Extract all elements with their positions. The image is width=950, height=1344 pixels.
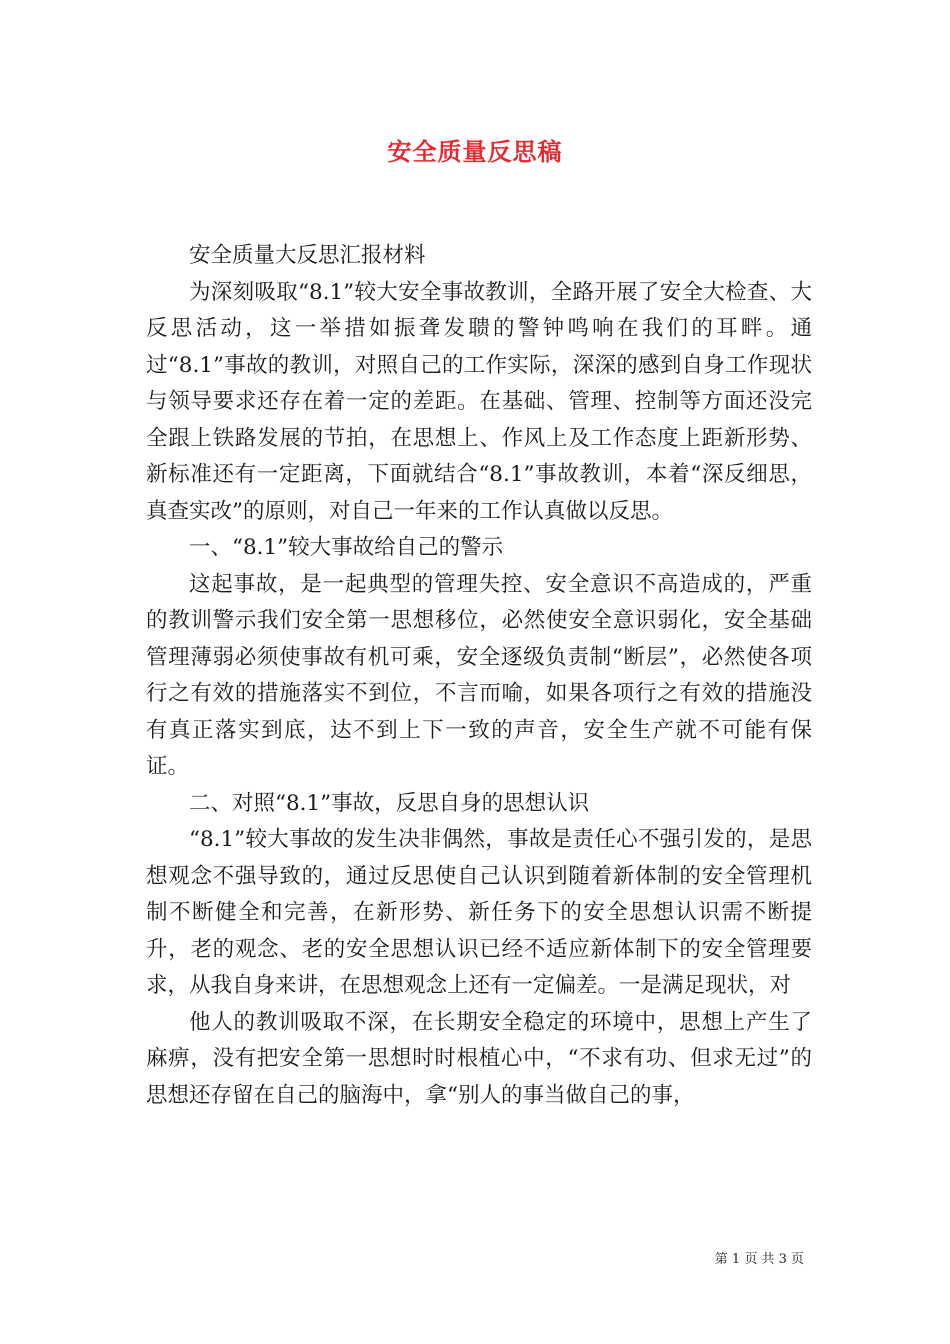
section-heading-1: 一、“8.1”较大事故给自己的警示 <box>189 535 504 560</box>
paragraph-intro: 为深刻吸取“8.1”较大安全事故教训，全路开展了安全大检查、大反思活动，这一举措如振聋发聩的警钟鸣响在我们的耳畔。通过“8.1”事故的教训，对照自己的工作实际，深深的感到自身工作现状与领导要求还存在着一定的差距。在基础、管理、控制等方面还没完全跟上铁路发展的节拍，在思想上、作风上及工作态度上距新形势、新标准还有一定距离，下面就结合“8.1”事故教训，本着“深反细思，真查实改”的原则，对自己一年来的工作认真做以反思。 <box>146 279 812 524</box>
document-title: 安全质量反思稿 <box>387 137 563 166</box>
paragraph-continuation: 他人的教训吸取不深，在长期安全稳定的环境中，思想上产生了麻痹，没有把安全第一思想时时根植心中，“不求有功、但求无过”的思想还存留在自己的脑海中，拿“别人的事当做自己的事， <box>146 1009 812 1108</box>
paragraph-section-2: “8.1”较大事故的发生决非偶然，事故是责任心不强引发的，是思想观念不强导致的，通过反思使自己认识到随着新体制的安全管理机制不断健全和完善，在新形势、新任务下的安全思想认识需不断提升，老的观念、老的安全思想认识已经不适应新体制下的安全管理要求，从我自身来讲，在思想观念上还有一定偏差。一是满足现状，对 <box>146 827 812 998</box>
section-heading-2: 二、对照“8.1”事故，反思自身的思想认识 <box>189 790 590 816</box>
page-number: 第 1 页 共 3 页 <box>714 1252 804 1267</box>
paragraph-subtitle: 安全质量大反思汇报材料 <box>189 243 426 268</box>
document-body <box>146 238 812 1114</box>
paragraph-section-1: 这起事故，是一起典型的管理失控、安全意识不高造成的，严重的教训警示我们安全第一思想移位，必然使安全意识弱化，安全基础管理薄弱必须使事故有机可乘，安全逐级负责制“断层”，必然使各项行之有效的措施落实不到位，不言而喻，如果各项行之有效的措施没有真正落实到底，达不到上下一致的声音，安全生产就不可能有保证。 <box>146 571 812 779</box>
